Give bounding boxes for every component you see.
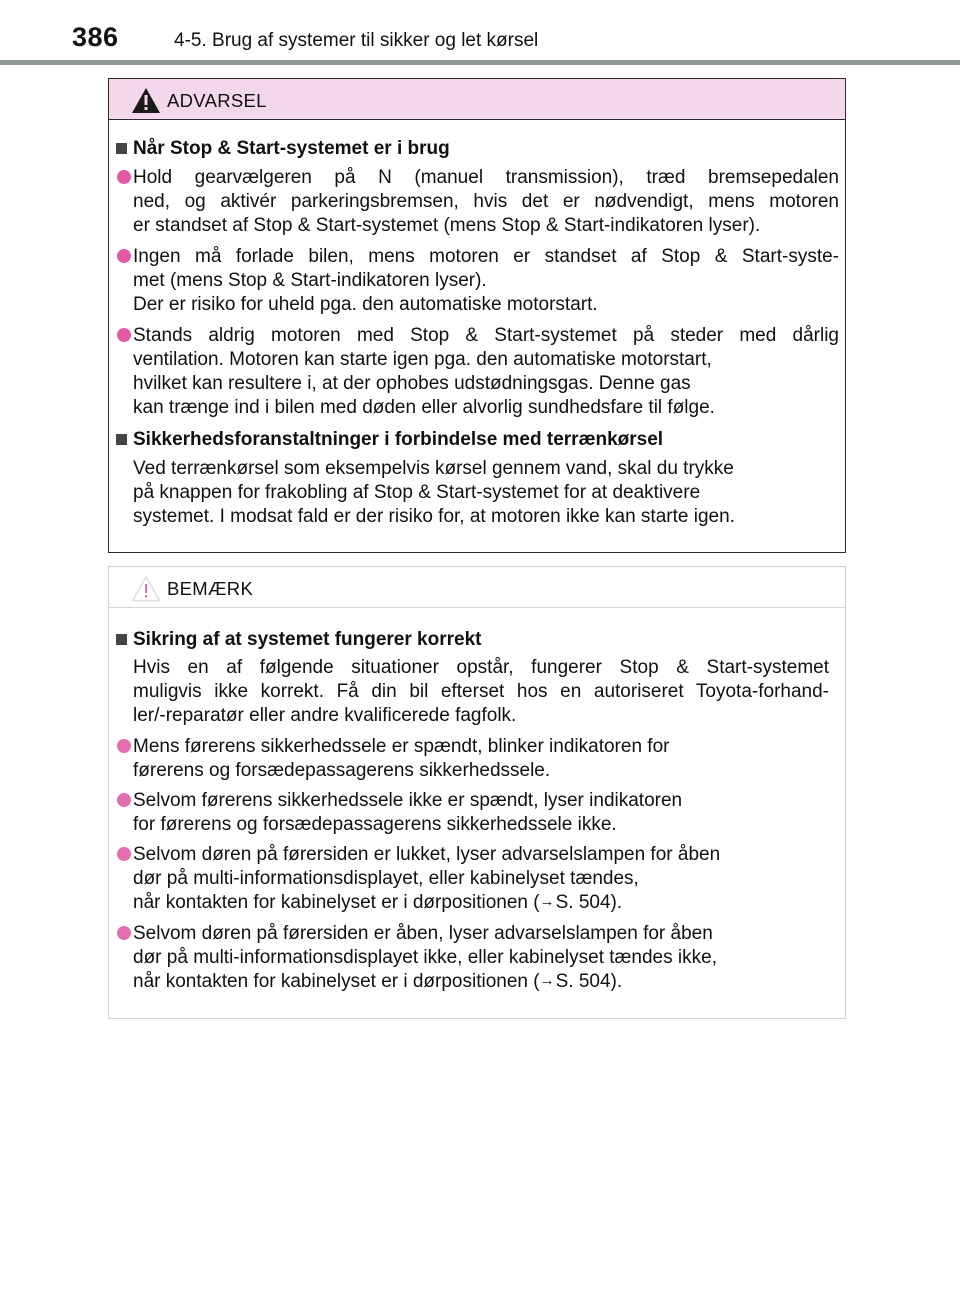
page-ref-arrow-icon: → — [539, 972, 555, 989]
paragraph-line: ler/-reparatør eller andre kvalificerede fagfolk. — [133, 705, 517, 726]
bullet-line: førerens og forsædepassagerens sikkerhedssele. — [133, 760, 551, 781]
bullet-line: Selvom førerens sikkerhedssele ikke er spændt, lyser indikatoren — [133, 790, 683, 811]
bullet-line: Ingen må forlade bilen, mens motoren er standset af Stop & Start-syste- — [133, 246, 839, 267]
page-ref-link[interactable]: S. 504). — [555, 892, 623, 913]
warning-label: ADVARSEL — [167, 90, 267, 111]
bullet-line: dør på multi-informationsdisplayet ikke, eller kabinelyset tændes ikke, — [133, 947, 717, 968]
section-heading: Sikkerhedsforanstaltninger i forbindelse med terrænkørsel — [133, 429, 664, 450]
bullet-icon — [117, 793, 131, 807]
bullet-line: er standset af Stop & Start-systemet (mens Stop & Start-indikatoren lyser). — [133, 215, 761, 236]
bullet-line: Selvom døren på førersiden er lukket, lyser advarselslampen for åben — [133, 844, 721, 865]
notice-label: BEMÆRK — [167, 578, 254, 599]
section-heading: Sikring af at systemet fungerer korrekt — [133, 629, 482, 650]
warning-triangle-icon — [131, 87, 161, 114]
notice-header — [109, 567, 845, 608]
bullet-icon — [117, 249, 131, 263]
bullet-icon — [117, 739, 131, 753]
bullet-icon — [117, 847, 131, 861]
bullet-line: for førerens og forsædepassagerens sikkerhedssele ikke. — [133, 814, 617, 835]
page-header — [0, 0, 960, 64]
bullet-line: dør på multi-informationsdisplayet, eller kabinelyset tændes, — [133, 868, 639, 889]
bullet-line: hvilket kan resultere i, at der ophobes udstødningsgas. Denne gas — [133, 373, 691, 394]
paragraph-line: Ved terrænkørsel som eksempelvis kørsel gennem vand, skal du trykke — [133, 458, 734, 479]
notice-box — [108, 566, 846, 1019]
section-marker-icon — [116, 634, 127, 645]
bullet-icon — [117, 170, 131, 184]
section-marker-icon — [116, 143, 127, 154]
chapter-title: 4-5. Brug af systemer til sikker og let kørsel — [174, 30, 539, 51]
bullet-line: Mens førerens sikkerhedssele er spændt, blinker indikatoren for — [133, 736, 670, 757]
paragraph-line: systemet. I modsat fald er der risiko for, at motoren ikke kan starte igen. — [133, 506, 735, 527]
bullet-line — [133, 891, 622, 916]
bullet-line: met (mens Stop & Start-indikatoren lyser). — [133, 270, 487, 291]
paragraph-line: muligvis ikke korrekt. Få din bil efterset hos en autoriseret Toyota-forhand- — [133, 681, 829, 702]
header-rule — [0, 60, 960, 65]
bullet-line: Hold gearvælgeren på N (manuel transmission), træd bremsepedalen — [133, 167, 839, 188]
bullet-line: ventilation. Motoren kan starte igen pga. den automatiske motorstart, — [133, 349, 712, 370]
bullet-icon — [117, 328, 131, 342]
page-ref-arrow-icon: → — [539, 893, 555, 910]
bullet-text: når kontakten for kabinelyset er i dørpositionen ( — [133, 892, 540, 913]
paragraph-line: Hvis en af følgende situationer opstår, fungerer Stop & Start-systemet — [133, 657, 829, 678]
bullet-line: Stands aldrig motoren med Stop & Start-systemet på steder med dårlig — [133, 325, 839, 346]
warning-header — [109, 79, 845, 120]
paragraph-line: på knappen for frakobling af Stop & Start-systemet for at deaktivere — [133, 482, 701, 503]
section-marker-icon — [116, 434, 127, 445]
caution-triangle-icon — [131, 575, 161, 602]
warning-box — [108, 78, 846, 553]
page-number: 386 — [72, 22, 119, 52]
bullet-line: Der er risiko for uheld pga. den automatiske motorstart. — [133, 294, 598, 315]
section-heading: Når Stop & Start-systemet er i brug — [133, 138, 450, 159]
bullet-text: når kontakten for kabinelyset er i dørpositionen ( — [133, 971, 540, 992]
page-ref-link[interactable]: S. 504). — [555, 971, 623, 992]
bullet-line: kan trænge ind i bilen med døden eller alvorlig sundhedsfare til følge. — [133, 397, 715, 418]
bullet-line — [133, 970, 622, 995]
bullet-line: Selvom døren på førersiden er åben, lyser advarselslampen for åben — [133, 923, 713, 944]
bullet-line: ned, og aktivér parkeringsbremsen, hvis det er nødvendigt, mens motoren — [133, 191, 839, 212]
bullet-icon — [117, 926, 131, 940]
